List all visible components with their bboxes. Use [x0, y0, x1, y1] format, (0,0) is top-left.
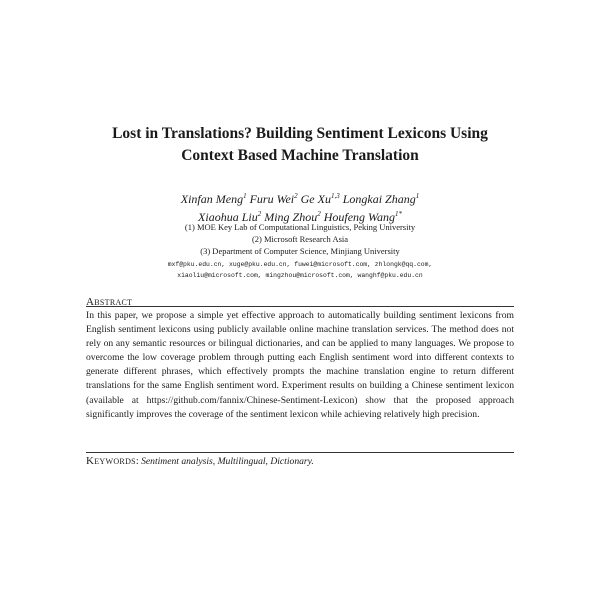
author-name: Longkai Zhang: [342, 192, 416, 206]
author-affil-mark: 1: [243, 192, 247, 200]
abstract-heading: Abstract: [86, 296, 133, 308]
keywords-text: Sentiment analysis, Multilingual, Dictionary.: [141, 456, 314, 467]
author-emails-line-2: xiaoliu@microsoft.com, mingzhou@microsoft.com, wanghf@pku.edu.cn: [177, 272, 423, 279]
affiliation-2: (2) Microsoft Research Asia: [251, 234, 349, 244]
abstract-bottom-rule: [86, 452, 514, 453]
abstract-body: In this paper, we propose a simple yet effective approach to automatically building sentiment lexicons from English sentiment lexicons using publicly available online machine translation services. The method does not rely on any semantic resources or bilingual dictionaries, and can be applied to many languages. We propose to overcome the low coverage problem through putting each English sentiment word into different contexts to generate different phrases, which effectively prompts the machine translation engine to return different translations for the same English sentiment word. Experiment results on building a Chinese sentiment lexicon (available at https://github.com/fannix/Chinese-Sentiment-Lexicon) show that the proposed approach significantly improves the coverage of the sentiment lexicon while achieving relatively high precision.: [86, 310, 514, 420]
paper-title-line-2: Context Based Machine Translation: [181, 147, 419, 164]
author-name: Furu Wei: [249, 192, 295, 206]
affiliation-3: (3) Department of Computer Science, Minjiang University: [200, 246, 400, 256]
author-affil-mark: 2: [257, 210, 262, 218]
author-name: Xinfan Meng: [180, 192, 244, 206]
author-affil-mark: 1*: [394, 210, 402, 218]
keywords-line: [86, 455, 514, 468]
keywords-label: Keywords: [86, 455, 136, 467]
author-emails-line-1: mxf@pku.edu.cn, xuge@pku.edu.cn, fuwei@microsoft.com, zhlongk@qq.com,: [167, 261, 433, 268]
author-affil-mark: 2: [317, 210, 321, 218]
author-name: Ming Zhou: [264, 210, 318, 224]
author-name: Xiaohua Liu: [198, 210, 258, 224]
paper-title-line-1: Lost in Translations? Building Sentiment Lexicons Using: [112, 125, 488, 142]
abstract-top-rule: [86, 306, 514, 307]
author-affil-mark: 1,3: [330, 192, 340, 200]
author-affil-mark: 2: [294, 192, 298, 200]
author-affil-mark: 1: [415, 192, 420, 200]
author-name: Houfeng Wang: [323, 210, 395, 224]
keywords-colon: :: [135, 456, 139, 467]
affiliation-1: (1) MOE Key Lab of Computational Linguistics, Peking University: [184, 222, 416, 232]
author-name: Ge Xu: [300, 192, 331, 206]
